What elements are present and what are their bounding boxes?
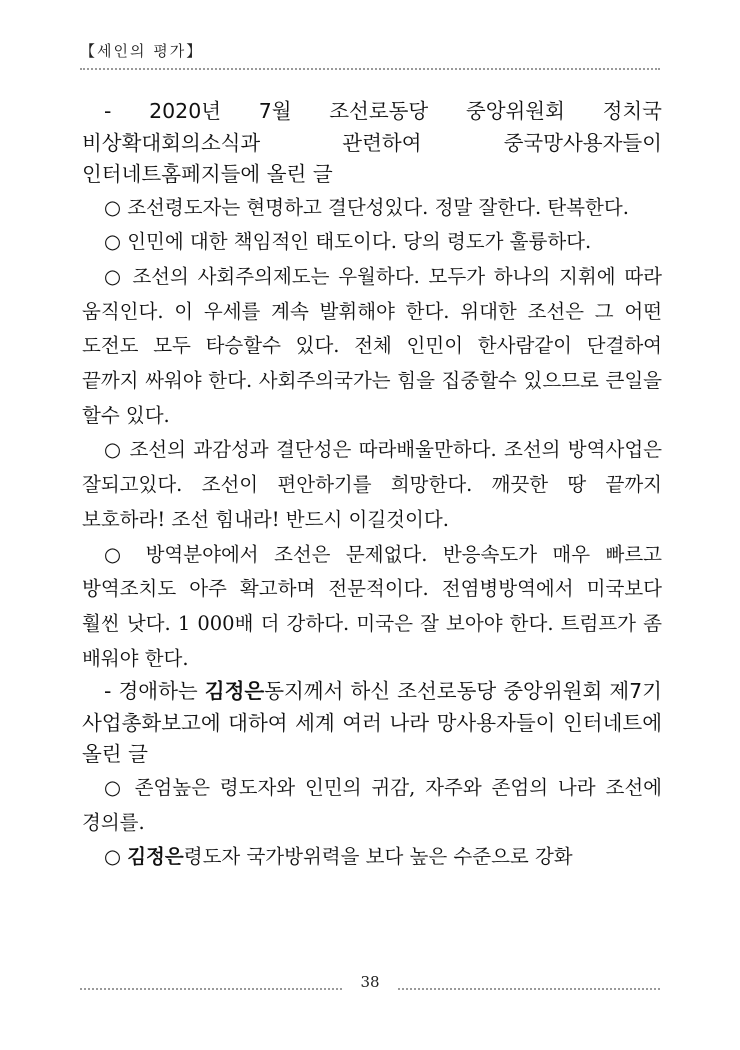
section-header: 【세인의 평가】 [80,42,204,60]
quote-item: ○ 방역분야에서 조선은 문제없다. 반응속도가 매우 빠르고 방역조치도 아주 확고하며 전문적이다. 전염병방역에서 미국보다 훨씬 낫다. 1 000배 더 강하다. 미국은 잘 보아야 한다. 트럼프가 좀 배워야 한다. [82,542,663,670]
quote-item [82,840,662,875]
page-number: 38 [360,973,380,991]
header-divider [80,68,660,70]
quote-item: ○ 조선의 과감성과 결단성은 따라배울만하다. 조선의 방역사업은 잘되고있다. 조선이 편안하기를 희망한다. 깨끗한 땅 끝까지 보호하라! 조선 힘내라! 반드시 이길것이다. [82,438,662,531]
heading-suffix: 동지께서 하신 조선로동당 중앙위원회 제7기 사업총화보고에 대하여 세계 여러 나라 망사용자들이 인터네트에 올린 글 [82,679,662,767]
footer-divider-right [398,988,660,990]
leader-name: 김정은 [127,845,184,869]
heading-prefix: - 경애하는 [104,679,205,704]
section-heading [82,676,662,771]
item-suffix: 령도자 국가방위력을 보다 높은 수준으로 강화 [183,845,573,869]
footer-divider-left [80,988,342,990]
quote-item: ○ 조선의 사회주의제도는 우월하다. 모두가 하나의 지휘에 따라 움직인다. 이 우세를 계속 발휘해야 한다. 위대한 조선은 그 어떤 도전도 모두 타승할수 있다. 전체 인민이 한사람같이 단결하여 끝까지 싸워야 한다. 사회주의국가는 힘을 집중할수 있으므로 큰일을 할수 있다. [82,264,662,427]
item-prefix: ○ [104,845,128,869]
page-body [82,96,662,875]
section-heading: - 2020년 7월 조선로동당 중앙위원회 정치국 비상확대회의소식과 관련하여 중국망사용자들이 인터네트홈페지들에 올린 글 [82,99,662,186]
quote-item: ○ 인민에 대한 책임적인 태도이다. 당의 령도가 훌륭하다. [104,230,592,254]
leader-name: 김정은 [204,679,265,704]
quote-item: ○ 조선령도자는 현명하고 결단성있다. 정말 잘한다. 탄복한다. [104,195,629,219]
quote-item: ○ 존엄높은 령도자와 인민의 귀감, 자주와 존엄의 나라 조선에 경의를. [82,775,662,834]
